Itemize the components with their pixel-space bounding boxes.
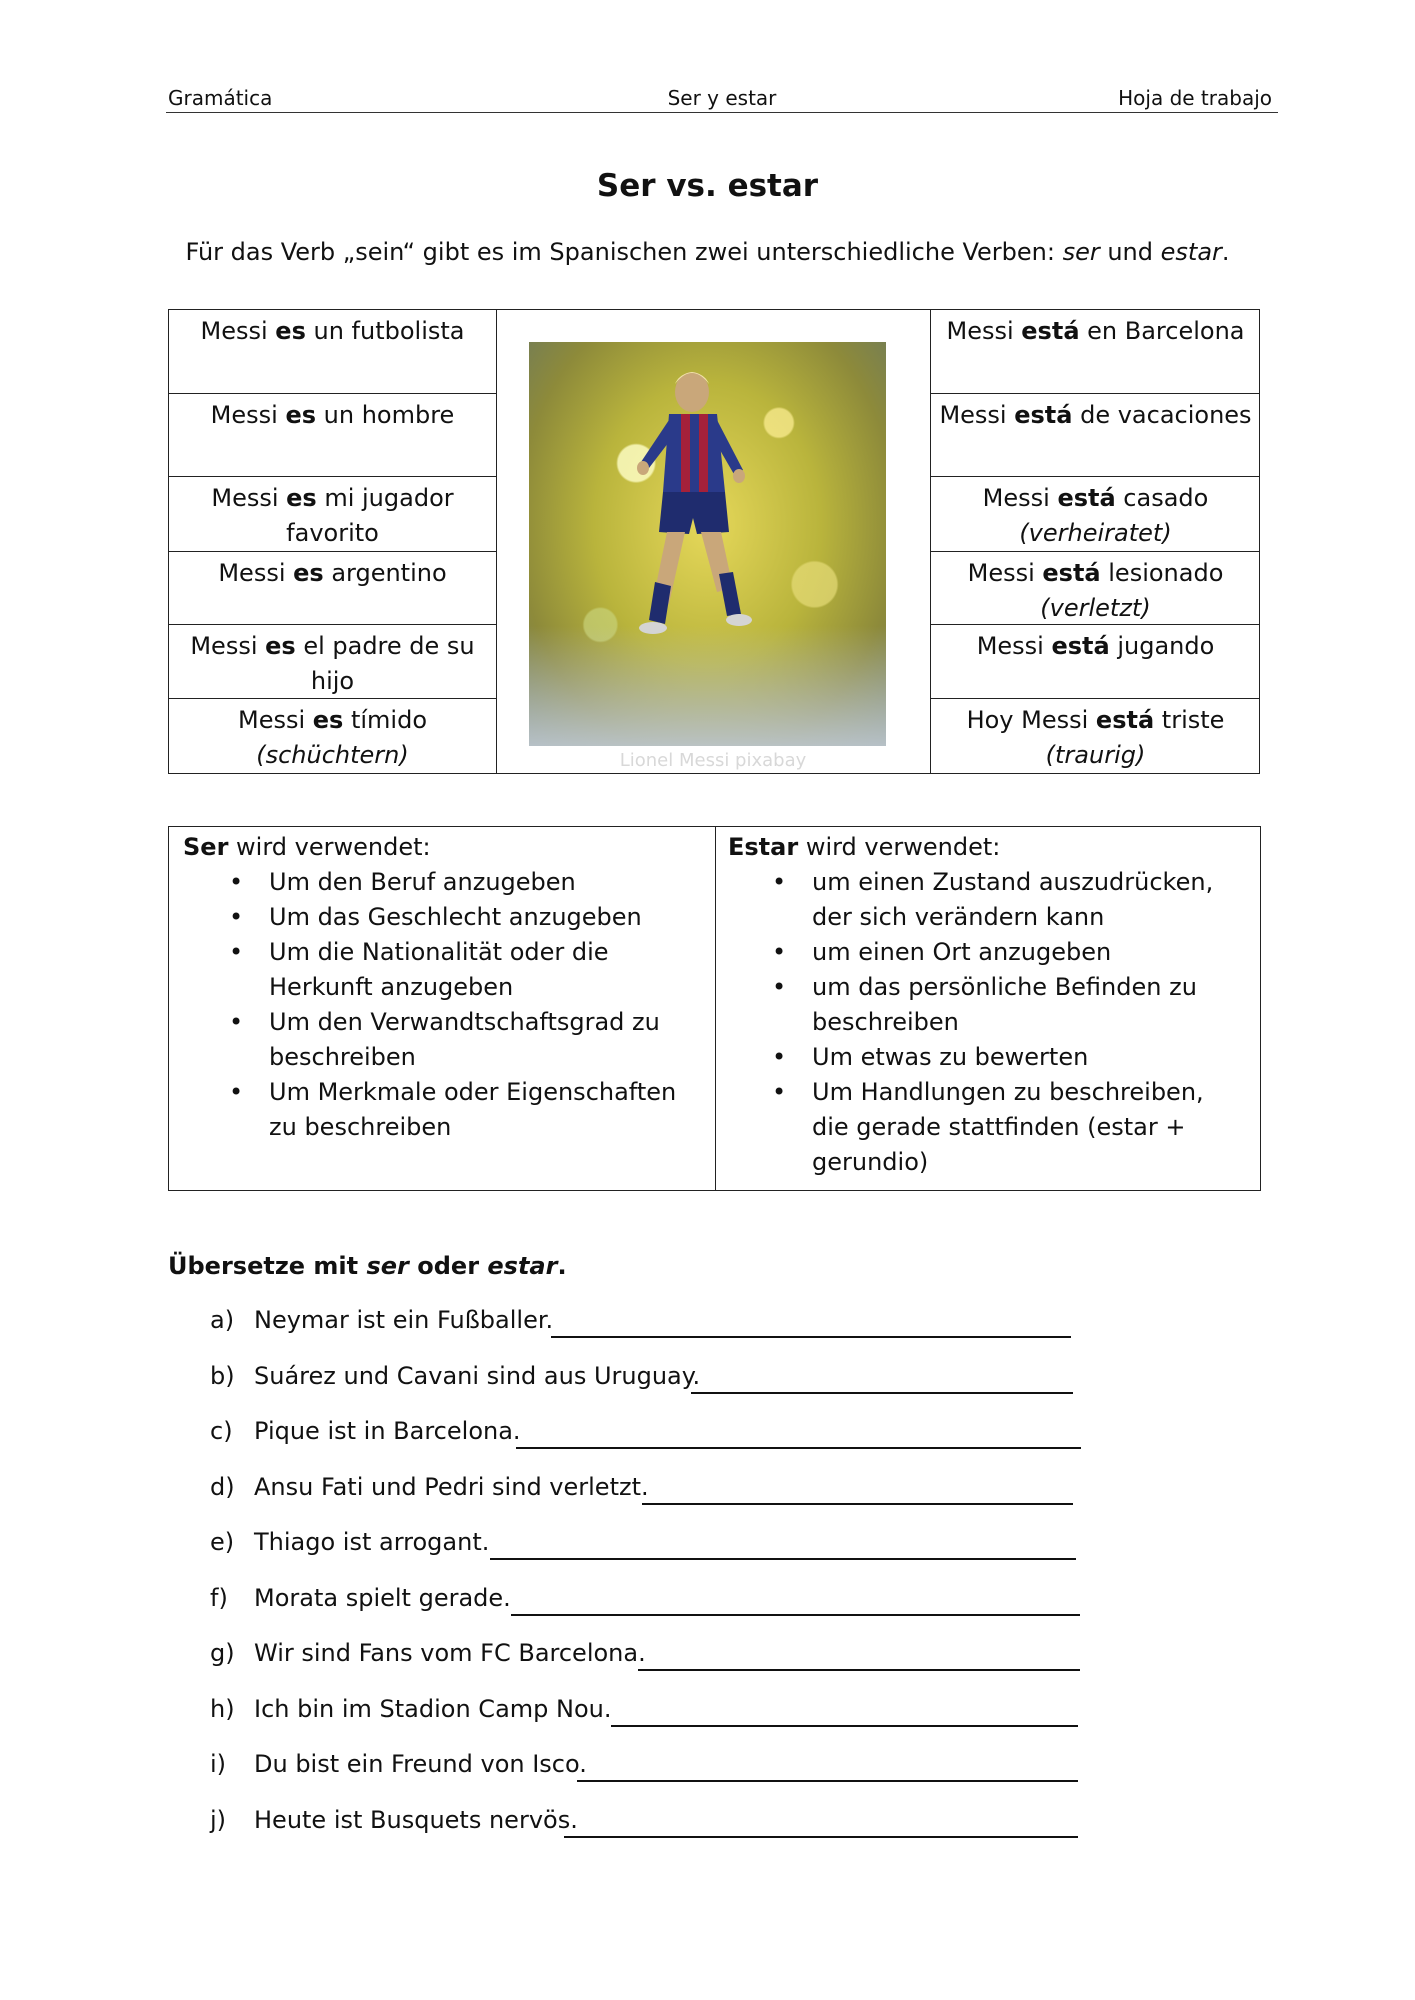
ser-usage-bold: Ser — [183, 833, 229, 861]
estar-example-cell — [931, 551, 1260, 624]
example-pre: Messi — [211, 484, 287, 512]
estar-examples-column — [930, 310, 1260, 773]
exercise-letter: b) — [210, 1361, 235, 1390]
ser-example-sentence — [169, 703, 496, 738]
intro-before: Für das Verb „sein“ gibt es im Spanischen zwei unterschiedliche Verben: — [185, 238, 1063, 266]
answer-line[interactable] — [564, 1836, 1078, 1838]
intro-after: . — [1221, 238, 1230, 266]
exercise-item — [208, 1802, 1278, 1842]
header-right: Hoja de trabajo — [1118, 86, 1272, 110]
example-pre: Messi — [200, 317, 276, 345]
estar-example-cell — [931, 393, 1260, 476]
answer-line[interactable] — [490, 1558, 1076, 1560]
estar-example-sentence — [931, 556, 1260, 591]
ser-usage-item: • Um den Verwandtschaftsgrad zu beschreiben — [183, 1005, 715, 1075]
exercise-heading — [168, 1252, 567, 1280]
example-verb: es — [293, 559, 324, 587]
estar-example-sentence — [931, 314, 1260, 349]
exercise-prompt: Du bist ein Freund von Isco. — [254, 1750, 587, 1778]
exercise-item — [208, 1302, 1278, 1342]
example-rest: tímido — [343, 706, 427, 734]
answer-line[interactable] — [511, 1614, 1080, 1616]
exercise-prompt: Wir sind Fans vom FC Barcelona. — [254, 1639, 646, 1667]
estar-usage-list — [728, 865, 1260, 1180]
intro-text — [0, 238, 1415, 266]
example-verb: es — [285, 401, 317, 429]
exercise-heading-ser: ser — [366, 1252, 409, 1280]
example-verb: es — [312, 706, 344, 734]
header-center: Ser y estar — [667, 86, 777, 110]
example-rest: de vacaciones — [1072, 401, 1252, 429]
ser-example-sentence — [169, 481, 496, 551]
example-translation: (schüchtern) — [256, 741, 409, 769]
example-translation: (traurig) — [1045, 741, 1146, 769]
exercise-letter: a) — [210, 1306, 235, 1334]
ser-example-cell — [169, 310, 496, 393]
answer-line[interactable] — [577, 1780, 1078, 1782]
examples-table — [168, 309, 1260, 774]
intro-middle: und — [1099, 238, 1161, 266]
example-verb: está — [1051, 632, 1110, 660]
intro-estar: estar — [1160, 238, 1222, 266]
example-translation: (verletzt) — [1040, 594, 1151, 622]
ser-usage-item: • Um die Nationalität oder die Herkunft anzugeben — [183, 935, 715, 1005]
ser-examples-column — [169, 310, 497, 773]
header-left: Gramática — [168, 86, 273, 110]
exercise-item — [208, 1358, 1278, 1398]
example-pre: Messi — [982, 484, 1058, 512]
ser-example-cell — [169, 624, 496, 698]
estar-usage-item: • Um etwas zu bewerten — [728, 1040, 1260, 1075]
example-pre: Messi — [946, 317, 1022, 345]
exercise-letter: j) — [210, 1805, 227, 1834]
exercise-item — [208, 1524, 1278, 1564]
exercise-prompt: Heute ist Busquets nervös. — [254, 1805, 578, 1834]
example-pre: Messi — [939, 401, 1015, 429]
exercise-prompt: Neymar ist ein Fußballer. — [254, 1306, 554, 1334]
answer-line[interactable] — [611, 1725, 1078, 1727]
example-pre: Messi — [976, 632, 1052, 660]
ser-example-sentence — [169, 556, 496, 591]
example-verb: es — [275, 317, 306, 345]
example-rest: triste — [1154, 706, 1225, 734]
ser-usage-item: • Um das Geschlecht anzugeben — [183, 900, 715, 935]
estar-usage-item: • um einen Zustand auszudrücken, der sich verändern kann — [728, 865, 1260, 935]
example-rest: un hombre — [316, 401, 455, 429]
ser-example-cell — [169, 393, 496, 476]
messi-photo — [529, 342, 886, 746]
estar-example-cell — [931, 476, 1260, 551]
estar-example-sentence — [931, 481, 1260, 516]
estar-usage-heading — [728, 830, 1260, 865]
example-pre: Messi — [210, 401, 286, 429]
answer-line[interactable] — [551, 1336, 1071, 1338]
exercise-prompt: Pique ist in Barcelona. — [254, 1417, 521, 1445]
example-rest: casado — [1115, 484, 1209, 512]
ser-example-sentence — [169, 398, 496, 433]
intro-ser: ser — [1062, 238, 1100, 266]
ser-example-cell — [169, 476, 496, 551]
exercise-letter: h) — [210, 1694, 235, 1723]
example-pre: Messi — [967, 559, 1043, 587]
answer-line[interactable] — [691, 1392, 1073, 1394]
example-verb: está — [1095, 706, 1155, 734]
estar-example-cell — [931, 624, 1260, 698]
example-rest: un futbolista — [305, 317, 465, 345]
ser-example-cell — [169, 698, 496, 775]
image-column — [496, 310, 930, 773]
example-verb: es — [286, 484, 317, 512]
usage-table — [168, 826, 1261, 1191]
ser-usage-rest: wird verwendet: — [228, 833, 431, 861]
exercise-prompt: Suárez und Cavani sind aus Uruguay. — [254, 1361, 701, 1390]
exercise-letter: g) — [210, 1639, 235, 1667]
ser-usage-column — [169, 827, 716, 1190]
example-translation: (verheiratet) — [1019, 519, 1172, 547]
exercise-item — [208, 1746, 1278, 1786]
exercise-prompt: Thiago ist arrogant. — [254, 1528, 490, 1556]
ser-example-sentence — [169, 314, 496, 349]
ser-example-sentence — [169, 629, 496, 699]
example-verb: está — [1057, 484, 1116, 512]
exercise-heading-estar: estar — [487, 1252, 558, 1280]
example-pre: Messi — [190, 632, 266, 660]
exercise-item — [208, 1635, 1278, 1675]
ser-usage-heading — [183, 830, 715, 865]
exercise-item — [208, 1580, 1278, 1620]
page-title: Ser vs. estar — [596, 168, 819, 204]
exercise-letter: c) — [210, 1417, 233, 1445]
exercise-item — [208, 1469, 1278, 1509]
ser-usage-list — [183, 865, 715, 1145]
example-rest: argentino — [323, 559, 447, 587]
exercise-heading-3: . — [557, 1252, 567, 1280]
exercise-prompt: Ich bin im Stadion Camp Nou. — [254, 1694, 612, 1723]
ser-example-cell — [169, 551, 496, 624]
example-rest: jugando — [1109, 632, 1215, 660]
estar-example-sentence — [931, 629, 1260, 664]
exercise-heading-2: oder — [408, 1252, 488, 1280]
exercise-letter: d) — [210, 1472, 235, 1501]
estar-example-cell — [931, 310, 1260, 393]
exercise-item — [208, 1691, 1278, 1731]
example-verb: es — [265, 632, 296, 660]
estar-example-sentence — [931, 398, 1260, 433]
example-rest: lesionado — [1100, 559, 1224, 587]
example-verb: está — [1042, 559, 1101, 587]
answer-line[interactable] — [516, 1447, 1081, 1449]
exercise-prompt: Ansu Fati und Pedri sind verletzt. — [254, 1472, 649, 1501]
exercise-item — [208, 1413, 1278, 1453]
example-pre: Hoy Messi — [966, 706, 1096, 734]
example-pre: Messi — [218, 559, 294, 587]
answer-line[interactable] — [642, 1503, 1073, 1505]
exercise-heading-1: Übersetze mit — [168, 1252, 367, 1280]
estar-example-sentence — [931, 703, 1260, 738]
estar-usage-bold: Estar — [728, 833, 799, 861]
example-verb: está — [1014, 401, 1073, 429]
estar-usage-column — [716, 827, 1260, 1190]
image-caption: Lionel Messi pixabay — [619, 750, 807, 771]
page-header — [166, 84, 1278, 113]
example-pre: Messi — [237, 706, 313, 734]
exercise-letter: i) — [210, 1750, 227, 1778]
example-rest: el padre de su hijo — [295, 632, 475, 695]
estar-example-cell — [931, 698, 1260, 775]
answer-line[interactable] — [638, 1669, 1080, 1671]
exercise-prompt: Morata spielt gerade. — [254, 1583, 511, 1612]
example-rest: mi jugador favorito — [286, 484, 454, 547]
example-rest: en Barcelona — [1079, 317, 1245, 345]
estar-usage-item: • um einen Ort anzugeben — [728, 935, 1260, 970]
estar-usage-item: • Um Handlungen zu beschreiben, die gerade stattfinden (estar + gerundio) — [728, 1075, 1260, 1180]
estar-usage-rest: wird verwendet: — [798, 833, 1001, 861]
exercise-letter: e) — [210, 1528, 235, 1556]
example-verb: está — [1021, 317, 1080, 345]
exercise-letter: f) — [210, 1583, 228, 1612]
estar-usage-item: • um das persönliche Befinden zu beschreiben — [728, 970, 1260, 1040]
ser-usage-item: • Um Merkmale oder Eigenschaften zu beschreiben — [183, 1075, 715, 1145]
ser-usage-item: • Um den Beruf anzugeben — [183, 865, 715, 900]
